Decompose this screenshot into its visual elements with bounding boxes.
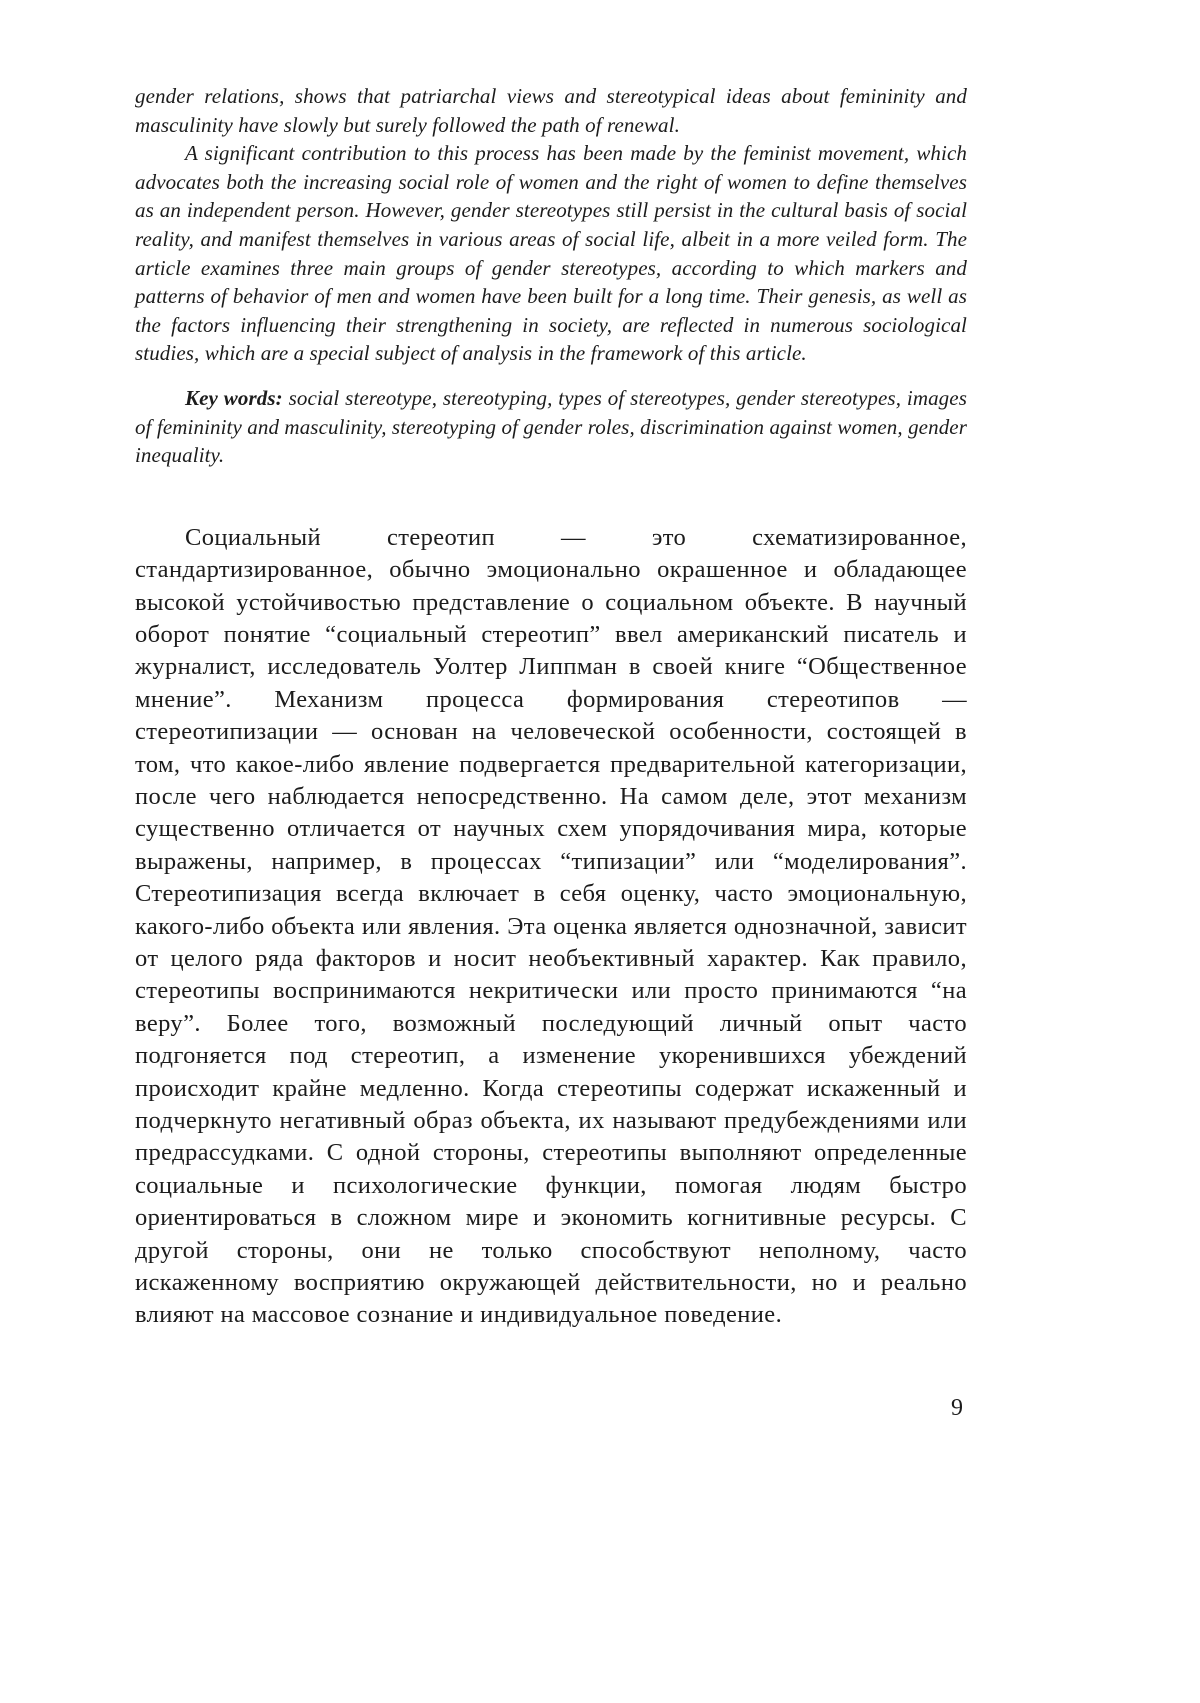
page-number: 9 xyxy=(951,1394,963,1421)
keywords-paragraph xyxy=(135,384,967,470)
abstract-paragraph: A significant contribution to this process has been made by the feminist movement, which advocates both the increasing social role of women and the right of women to define themselves as an independent person. However, gender stereotypes still persist in the cultural basis of social reality, and manifest themselves in various areas of social life, albeit in a more veiled form. The article examines three main groups of gender stereotypes, according to which markers and patterns of behavior of men and women have been built for a long time. Their genesis, as well as the factors influencing their strengthening in society, are reflected in numerous sociological studies, which are a special subject of analysis in the framework of this article. xyxy=(135,141,967,366)
keywords-text: social stereotype, stereotyping, types of stereotypes, gender stereotypes, images of femininity and masculinity, stereotyping of gender roles, discrimination against women, gender inequality. xyxy=(135,385,967,468)
abstract-continuation-paragraph: gender relations, shows that patriarchal views and stereotypical ideas about femininity and masculinity have slowly but surely followed the path of renewal. xyxy=(135,84,967,137)
keywords-label: Key words: xyxy=(185,385,283,410)
body-paragraph: Социальный стереотип — это схематизированное, стандартизированное, обычно эмоционально окрашенное и обладающее высокой устойчивостью представление о социальном объекте. В научный оборот понятие “социальный стереотип” ввел американский писатель и журналист, исследователь Уолтер Липпман в своей книге “Общественное мнение”. Механизм процесса формирования стереотипов — стереотипизации — основан на человеческой особенности, состоящей в том, что какое-либо явление подвергается предварительной категоризации, после чего наблюдается непосредственно. На самом деле, этот механизм существенно отличается от научных схем упорядочивания мира, которые выражены, например, в процессах “типизации” или “моделирования”. Стереотипизация всегда включает в себя оценку, часто эмоциональную, какого-либо объекта или явления. Эта оценка является однозначной, зависит от целого ряда факторов и носит необъективный характер. Как правило, стереотипы воспринимаются некритически или просто принимаются “на веру”. Более того, возможный последующий личный опыт часто подгоняется под стереотип, а изменение укоренившихся убеждений происходит крайне медленно. Когда стереотипы содержат искаженный и подчеркнуто негативный образ объекта, их называют предубеждениями или предрассудками. С одной стороны, стереотипы выполняют определенные социальные и психологические функции, помогая людям быстро ориентироваться в сложном мире и экономить когнитивные ресурсы. С другой стороны, они не только способствуют неполному, часто искаженному восприятию окружающей действительности, но и реально влияют на массовое сознание и индивидуальное поведение. xyxy=(135,523,967,1329)
page-content xyxy=(135,82,967,1422)
